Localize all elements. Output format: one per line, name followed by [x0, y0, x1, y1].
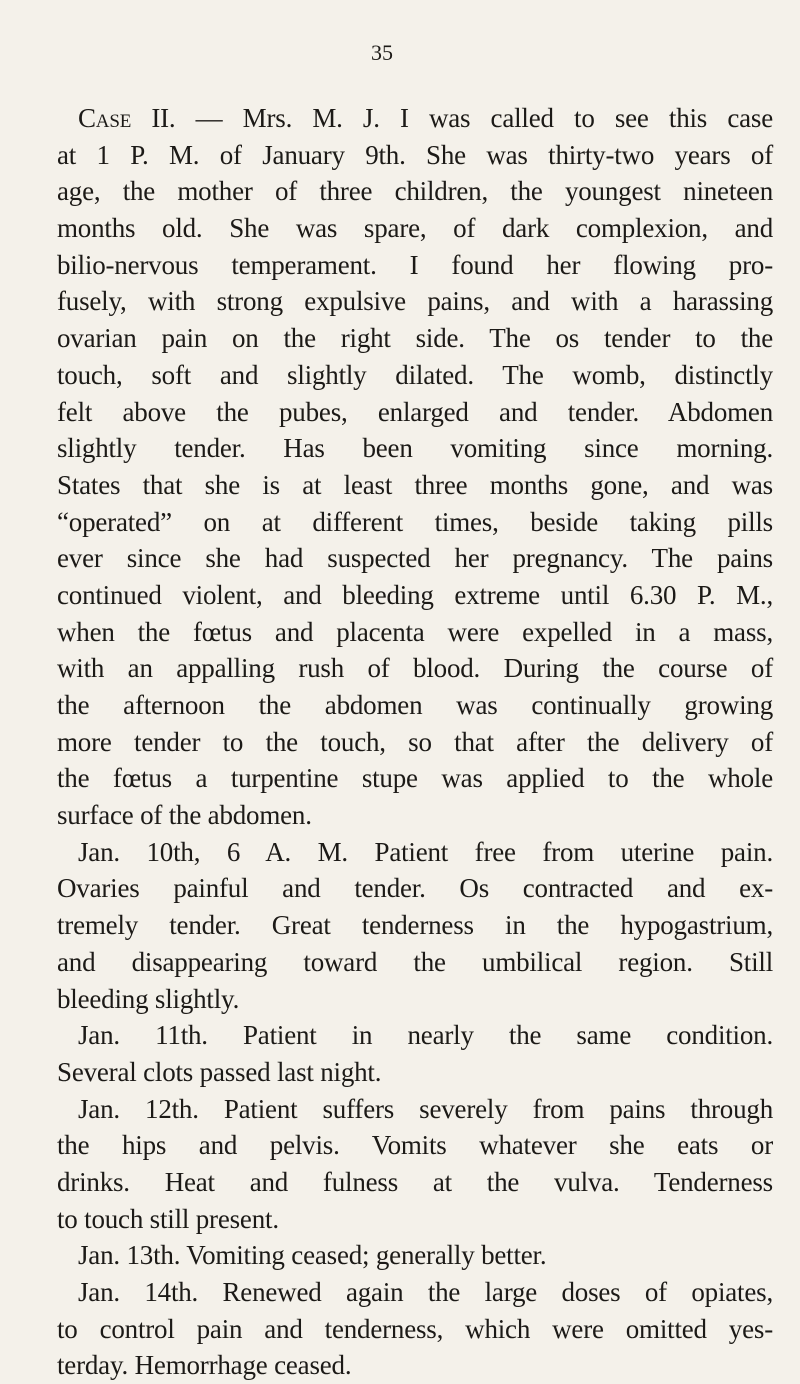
text-line: touch, soft and slightly dilated. The womb, distinctly	[57, 359, 773, 390]
text-line: “operated” on at different times, beside taking pills	[57, 506, 773, 537]
text-line: ovarian pain on the right side. The os tender to the	[57, 323, 773, 354]
text-line: Several clots passed last night.	[57, 1056, 382, 1087]
case-heading-line: Case II. — Mrs. M. J. I was called to see this case	[78, 103, 773, 133]
text-line: the afternoon the abdomen was continually growing	[57, 690, 773, 720]
text-line: surface of the abdomen.	[57, 800, 312, 831]
text-line: slightly tender. Has been vomiting since morning.	[57, 433, 773, 464]
text-line: bilio-nervous temperament. I found her flowing pro-	[57, 249, 773, 280]
text-line: Jan. 11th. Patient in nearly the same condition.	[78, 1020, 773, 1051]
text-line: fusely, with strong expulsive pains, and with a harassing	[57, 286, 773, 317]
text-line: continued violent, and bleeding extreme until 6.30 P. M.,	[57, 579, 773, 610]
text-line: the hips and pelvis. Vomits whatever she eats or	[57, 1130, 773, 1161]
text-line: Jan. 10th, 6 A. M. Patient free from uterine pain.	[78, 836, 773, 867]
text-line: Jan. 12th. Patient suffers severely from pains through	[78, 1093, 773, 1124]
text-line: to control pain and tenderness, which were omitted yes-	[57, 1313, 773, 1344]
case-heading-word: Case	[78, 103, 132, 133]
text-line: to touch still present.	[57, 1203, 279, 1234]
text-line: the fœtus a turpentine stupe was applied to the whole	[57, 763, 773, 794]
text-line: tremely tender. Great tenderness in the hypogastrium,	[57, 910, 773, 941]
text-line: Jan. 14th. Renewed again the large doses of opiates,	[78, 1277, 773, 1307]
text-line: States that she is at least three months gone, and was	[57, 469, 773, 500]
text-line: more tender to the touch, so that after the delivery of	[57, 726, 773, 757]
text-line: Ovaries painful and tender. Os contracted and ex-	[57, 873, 773, 904]
text-line: age, the mother of three children, the youngest nineteen	[57, 176, 773, 207]
text-line: when the fœtus and placenta were expelled in a mass,	[57, 616, 773, 647]
text-line: Jan. 13th. Vomiting ceased; generally better.	[78, 1240, 547, 1271]
text-line: and disappearing toward the umbilical region. Still	[57, 946, 773, 977]
text-line: drinks. Heat and fulness at the vulva. Tenderness	[57, 1166, 773, 1197]
text-line: terday. Hemorrhage ceased.	[57, 1350, 352, 1381]
case-report-text	[57, 100, 773, 1384]
text-line: with an appalling rush of blood. During the course of	[57, 653, 773, 684]
text-line: bleeding slightly.	[57, 983, 240, 1014]
text-line: ever since she had suspected her pregnancy. The pains	[57, 543, 773, 574]
text-line: months old. She was spare, of dark complexion, and	[57, 213, 773, 244]
text-line: felt above the pubes, enlarged and tender. Abdomen	[57, 396, 773, 427]
text-line: at 1 P. M. of January 9th. She was thirty-two years of	[57, 139, 773, 170]
page-number: 35	[371, 40, 393, 65]
